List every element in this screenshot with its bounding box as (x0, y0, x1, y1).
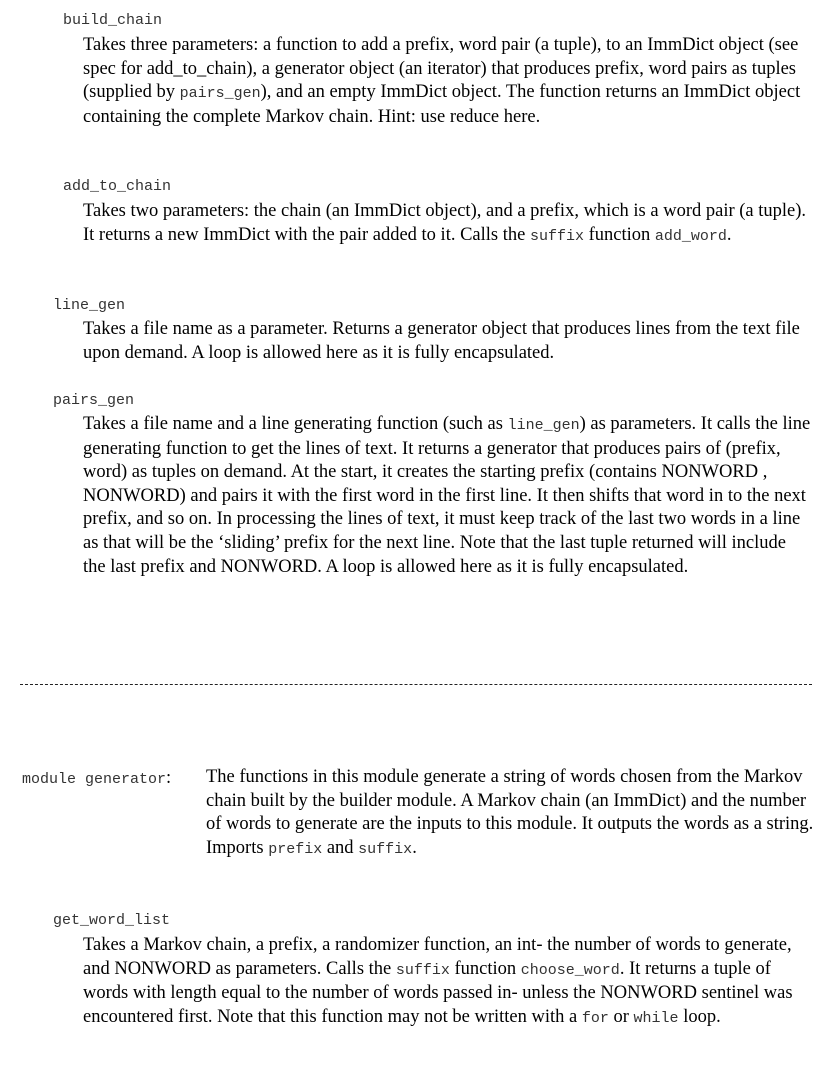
line-gen-heading: line_gen (53, 297, 126, 314)
module-generator-heading: module generator: (22, 768, 172, 788)
build-chain-description: Takes three parameters: a function to add a prefix, word pair (a tuple), to an ImmDict object (see spec for add_to_chain), a generator object (an iterator) that produces prefix, word pairs as tuples (supplied by pairs_gen), and an empty ImmDict object. The function returns an ImmDict object containing the complete Markov chain. Hint: use reduce here. (83, 35, 801, 127)
pairs-gen-description: Takes a file name and a line generating function (such as line_gen) as parameters. It calls the line generating function to get the lines of text. It returns a generator that produces pairs of (prefix, word) as tuples on demand. At the start, it creates the starting prefix (contains NONWORD , NONWORD) and pairs it with the first word in the first line. It then shifts that word in to the next prefix, and so on. In processing the lines of text, it must keep track of the last two words in a line as that will be the ‘sliding’ prefix for the next line. Note that the last tuple returned will include the last prefix and NONWORD. A loop is allowed here as it is fully encapsulated. (83, 414, 811, 577)
line-gen-description: Takes a file name as a parameter. Returns a generator object that produces lines from the text file upon demand. A loop is allowed here as it is fully encapsulated. (83, 319, 800, 363)
module-generator-description: The functions in this module generate a string of words chosen from the Markov chain built by the builder module. A Markov chain (an ImmDict) and the number of words to generate are the inputs to this module. It outputs the words as a string. Imports prefix and suffix. (206, 767, 814, 858)
get-word-list-heading: get_word_list (53, 912, 171, 929)
get-word-list-description: Takes a Markov chain, a prefix, a randomizer function, an int- the number of words to generate, and NONWORD as parameters. Calls the suffix function choose_word. It returns a tuple of words with length equal to the number of words passed in- unless the NONWORD sentinel was encountered first. Note that this function may not be written with a for or while loop. (83, 935, 793, 1027)
build-chain-heading: build_chain (63, 12, 163, 29)
add-to-chain-heading: add_to_chain (63, 178, 172, 195)
pairs-gen-heading: pairs_gen (53, 392, 135, 409)
section-divider (20, 684, 812, 685)
add-to-chain-description: Takes two parameters: the chain (an ImmDict object), and a prefix, which is a word pair (a tuple). It returns a new ImmDict with the pair added to it. Calls the suffix function add_word. (83, 201, 807, 245)
